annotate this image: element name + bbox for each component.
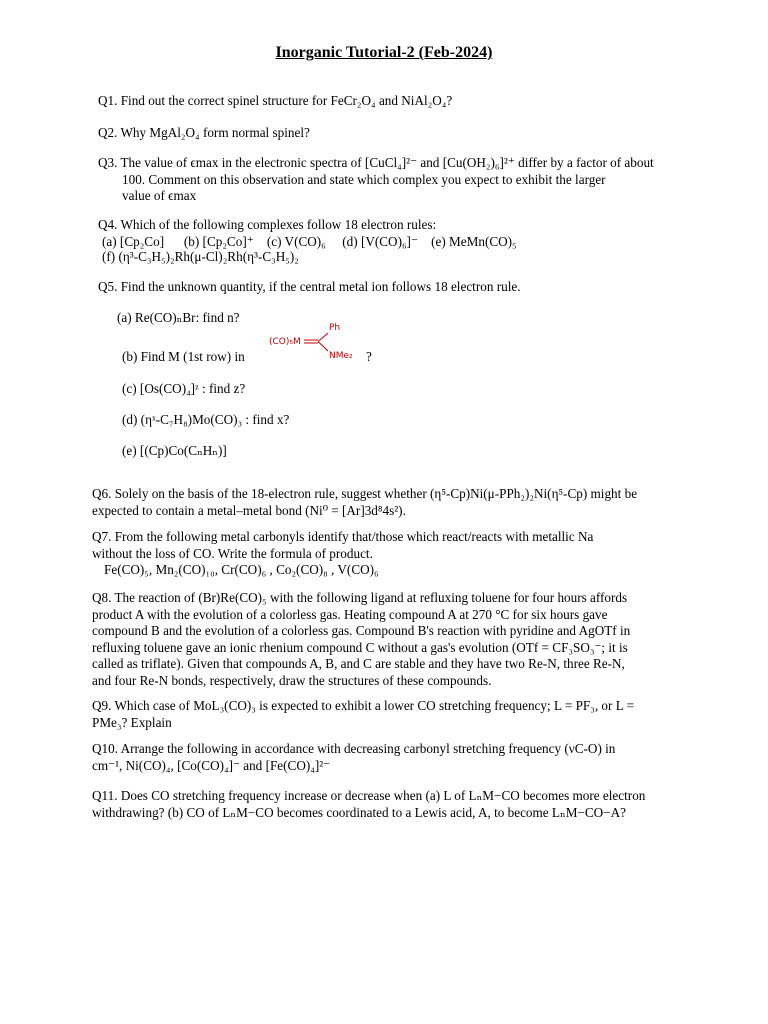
q4-option-e: (e) MeMn(CO)₅ bbox=[431, 234, 517, 249]
q4-text: Which of the following complexes follow 18 electron rules: bbox=[120, 217, 437, 232]
q3-line1: The value of ϵmax in the electronic spectra of [CuCl₄]²⁻ and [Cu(OH₂)₆]²⁺ differ by a factor of about bbox=[120, 155, 654, 170]
q4-option-d: (d) [V(CO)₆]⁻ bbox=[342, 234, 418, 249]
q3-label: Q3. bbox=[98, 155, 118, 170]
q11-label: Q11. bbox=[92, 788, 118, 803]
question-8 bbox=[92, 590, 676, 689]
page-title: Inorganic Tutorial-2 (Feb-2024) bbox=[275, 44, 493, 61]
question-1 bbox=[98, 93, 675, 110]
q9-line1: Which case of MoL₃(CO)₃ is expected to exhibit a lower CO stretching frequency; L = PF₃, or L = bbox=[114, 698, 635, 713]
q4-option-b: (b) [Cp₂Co]⁺ bbox=[183, 234, 254, 249]
q5-part-b: (b) Find M (1st row) in bbox=[122, 349, 245, 364]
q4-options-row2 bbox=[102, 249, 299, 266]
q5-part-d: (d) (ηˣ-C₇H₈)Mo(CO)₃ : find x? bbox=[122, 412, 290, 427]
q8-line1: The reaction of (Br)Re(CO)₅ with the following ligand at refluxing toluene for four hours affords bbox=[114, 590, 628, 605]
q7-line3: Fe(CO)₅, Mn₂(CO)₁₀, Cr(CO)₆ , Co₂(CO)₈ , V(CO)₆ bbox=[104, 562, 379, 577]
question-6 bbox=[92, 486, 676, 519]
q3-line3: value of ϵmax bbox=[122, 188, 197, 203]
question-11 bbox=[92, 788, 676, 821]
q11-line1: Does CO stretching frequency increase or decrease when (a) L of LₙM−CO becomes more electron bbox=[120, 788, 646, 803]
q4-option-c: (c) V(CO)₆ bbox=[266, 234, 326, 249]
q7-line1: From the following metal carbonyls identify that/those which react/reacts with metallic Na bbox=[114, 529, 594, 544]
q5-part-b-qmark: ? bbox=[366, 349, 372, 364]
q10-label: Q10. bbox=[92, 741, 119, 756]
q6-label: Q6. bbox=[92, 486, 112, 501]
q6-line2: expected to contain a metal–metal bond (Ni⁰ = [Ar]3d⁸4s²). bbox=[92, 502, 406, 518]
q10-line1: Arrange the following in accordance with decreasing carbonyl stretching frequency (νC-O) in bbox=[120, 741, 616, 756]
q8-line3: compound B and the evolution of a colorless gas. Compound B's reaction with pyridine and AgOTf in bbox=[92, 623, 631, 638]
question-2 bbox=[98, 125, 675, 142]
question-3 bbox=[98, 155, 675, 205]
question-7 bbox=[92, 529, 676, 579]
q11-line2: withdrawing? (b) CO of LₙM−CO becomes coordinated to a Lewis acid, A, to become LₙM−CO−A? bbox=[92, 804, 626, 820]
q6-line1: Solely on the basis of the 18-electron rule, suggest whether (η⁵-Cp)Ni(μ-PPh₂)₂Ni(η⁵-Cp) might be bbox=[114, 486, 638, 501]
q5-label: Q5. bbox=[98, 279, 118, 294]
q1-text: Find out the correct spinel structure for FeCr₂O₄ and NiAl₂O₄? bbox=[120, 93, 453, 108]
q5-text: Find the unknown quantity, if the central metal ion follows 18 electron rule. bbox=[120, 279, 521, 294]
q9-label: Q9. bbox=[92, 698, 112, 713]
carbene-metal-label: (CO)₅M bbox=[269, 337, 301, 347]
q4-option-f: (f) (η³-C₃H₅)₂Rh(μ-Cl)₂Rh(η³-C₃H₅)₂ bbox=[102, 249, 299, 264]
question-10 bbox=[92, 741, 676, 774]
q4-option-a: (a) [Cp₂Co] bbox=[102, 234, 165, 249]
question-5 bbox=[98, 279, 675, 296]
q2-label: Q2. bbox=[98, 125, 118, 140]
q7-label: Q7. bbox=[92, 529, 112, 544]
question-9 bbox=[92, 698, 676, 731]
carbene-structure bbox=[268, 322, 358, 366]
q10-line2: cm⁻¹, Ni(CO)₄, [Co(CO)₄]⁻ and [Fe(CO)₄]²⁻ bbox=[92, 757, 331, 773]
q8-line4: refluxing toluene gave an ionic rhenium compound C without a gas's evolution (OTf = CF₃SO₃⁻; it is bbox=[92, 639, 628, 655]
carbene-ph-label: Ph bbox=[329, 323, 341, 333]
q2-text: Why MgAl₂O₄ form normal spinel? bbox=[120, 125, 310, 140]
q9-line2: PMe₃? Explain bbox=[92, 714, 172, 730]
q7-line2: without the loss of CO. Write the formula of product. bbox=[92, 545, 373, 561]
q4-label: Q4. bbox=[98, 217, 118, 232]
q3-line2: 100. Comment on this observation and state which complex you expect to exhibit the larger bbox=[122, 171, 606, 187]
q5-part-e: (e) [(Cp)Co(CₙHₙ)] bbox=[122, 443, 227, 458]
q8-line6: and four Re-N bonds, respectively, draw the structures of these compounds. bbox=[92, 672, 492, 688]
q8-line5: called as triflate). Given that compounds A, B, and C are stable and they have two Re-N, three Re-N, bbox=[92, 656, 625, 671]
q1-label: Q1. bbox=[98, 93, 118, 108]
question-4 bbox=[98, 217, 675, 234]
q8-label: Q8. bbox=[92, 590, 112, 605]
carbene-nme2-label: NMe₂ bbox=[329, 351, 353, 361]
q5-part-c: (c) [Os(CO)₄]ᶻ : find z? bbox=[122, 381, 246, 396]
q8-line2: product A with the evolution of a colorless gas. Heating compound A at 270 °C for six hours gave bbox=[92, 606, 608, 622]
q5-part-a: (a) Re(CO)ₙBr: find n? bbox=[117, 310, 240, 325]
